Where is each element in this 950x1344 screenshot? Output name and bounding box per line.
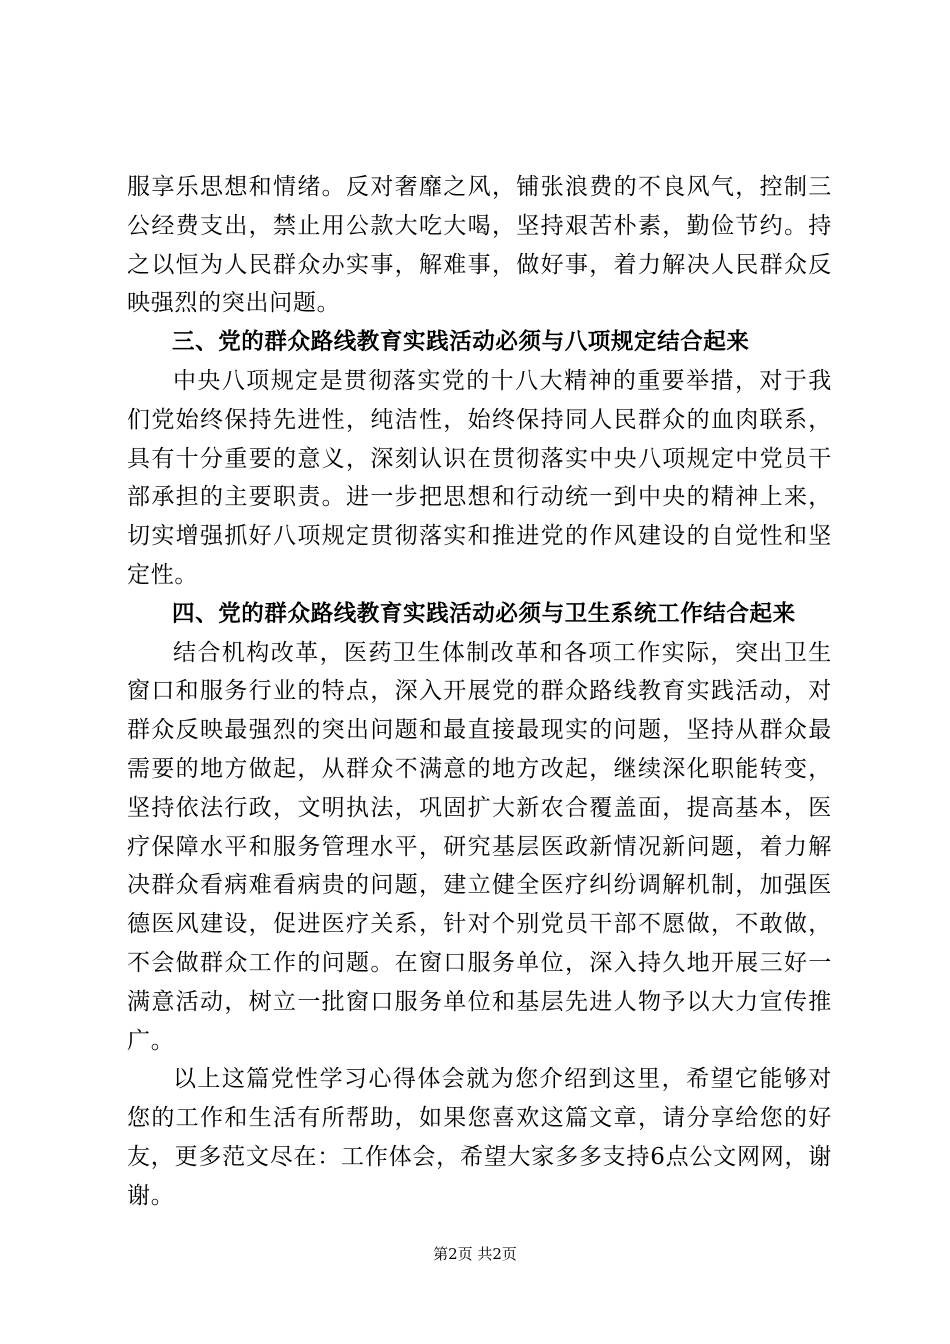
paragraph-closing: 以上这篇党性学习心得体会就为您介绍到这里，希望它能够对您的工作和生活有所帮助，如果您喜欢这篇文章，请分享给您的好友，更多范文尽在：工作体会，希望大家多多支持6点公文网网，谢谢。 bbox=[127, 1066, 832, 1209]
section-heading-3: 三、党的群众路线教育实践活动必须与八项规定结合起来 bbox=[172, 329, 750, 356]
paragraph-continued: 服享乐思想和情绪。反对奢靡之风，铺张浪费的不良风气，控制三公经费支出，禁止用公款大吃大喝，坚持艰苦朴素，勤俭节约。持之以恒为人民群众办实事，解难事，做好事，着力解决人民群众反映强烈的突出问题。 bbox=[127, 174, 832, 317]
section-heading-4: 四、党的群众路线教育实践活动必须与卫生系统工作结合起来 bbox=[172, 600, 796, 627]
page-footer: 第2页 共2页 bbox=[433, 1245, 517, 1263]
document-body bbox=[127, 168, 832, 1216]
paragraph-section-3: 中央八项规定是贯彻落实党的十八大精神的重要举措，对于我们党始终保持先进性，纯洁性，始终保持同人民群众的血肉联系，具有十分重要的意义，深刻认识在贯彻落实中央八项规定中党员干部承担的主要职责。进一步把思想和行动统一到中央的精神上来，切实增强抓好八项规定贯彻落实和推进党的作风建设的自觉性和坚定性。 bbox=[127, 367, 832, 588]
paragraph-section-4: 结合机构改革，医药卫生体制改革和各项工作实际，突出卫生窗口和服务行业的特点，深入开展党的群众路线教育实践活动，对群众反映最强烈的突出问题和最直接最现实的问题，坚持从群众最需要的地方做起，从群众不满意的地方改起，继续深化职能转变，坚持依法行政，文明执法，巩固扩大新农合覆盖面，提高基本，医疗保障水平和服务管理水平，研究基层医政新情况新问题，着力解决群众看病难看病贵的问题，建立健全医疗纠纷调解机制，加强医德医风建设，促进医疗关系，针对个别党员干部不愿做，不敢做，不会做群众工作的问题。在窗口服务单位，深入持久地开展三好一满意活动，树立一批窗口服务单位和基层先进人物予以大力宣传推广。 bbox=[127, 639, 832, 1054]
